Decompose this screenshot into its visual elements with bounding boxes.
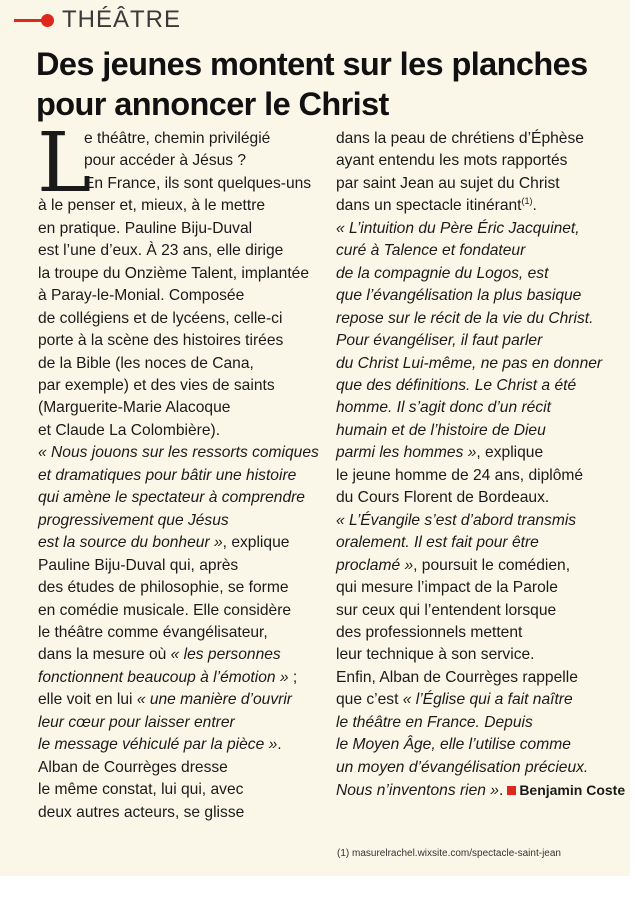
text-line [38,330,326,352]
text-segment: « L’Évangile s’est d’abord transmis [336,511,577,529]
text-segment: Alban de Courrèges dresse [38,758,228,776]
headline-line-1: Des jeunes montent sur les planches [36,46,588,82]
text-segment: qui amène le spectateur à comprendre [38,489,305,507]
text-line [38,734,326,756]
text-line [336,285,624,307]
text-segment: à Paray-le-Monial. Composée [38,287,245,305]
text-segment: Pauline Biju-Duval qui, après [38,556,239,574]
text-line [38,510,326,532]
text-line [38,622,326,644]
text-segment-tail: ; [288,668,298,686]
text-segment: dans la mesure où [38,646,171,664]
text-segment: en comédie musicale. Elle considère [38,601,292,619]
text-line [336,240,624,262]
quote-segment: « une manière d’ouvrir [136,691,292,709]
text-segment: elle voit en lui [38,691,137,709]
text-segment: le même constat, lui qui, avec [38,781,244,799]
text-segment: « Nous jouons sur les ressorts comiques [38,444,319,462]
text-segment: du Christ Lui-même, ne pas en donner [336,354,603,372]
article-headline [36,44,616,124]
text-line [336,263,624,285]
text-line [38,240,326,262]
text-line [38,442,326,464]
text-segment: le Moyen Âge, elle l’utilise comme [336,736,571,754]
text-line [38,555,326,577]
text-line [336,757,624,779]
article-footnote: (1) masurelrachel.wixsite.com/spectacle-saint-jean [337,848,561,859]
text-segment: En France, ils sont quelques-uns [84,174,312,192]
text-line [336,218,624,240]
text-segment: de la compagnie du Logos, est [336,264,549,282]
text-line [38,263,326,285]
quote-segment: « les personnes [170,646,281,664]
footnote-reference: (1) [521,196,533,207]
text-segment-tail: . [277,736,282,754]
text-line [336,689,624,711]
text-line [336,532,624,554]
text-line [336,487,624,509]
text-segment-tail: , poursuit le comédien, [413,556,571,574]
text-segment-tail: , explique [222,534,290,552]
text-segment: e théâtre, chemin privilégié [84,130,271,147]
text-line [336,397,624,419]
text-line [38,577,326,599]
text-line [38,353,326,375]
text-segment: de collégiens et de lycéens, celle-ci [38,309,283,327]
text-segment: humain et de l’histoire de Dieu [336,421,546,439]
text-line [336,622,624,644]
text-line [336,353,624,375]
text-segment: progressivement que Jésus [38,511,229,529]
text-segment: et Claude La Colombière). [38,421,221,439]
text-segment: Enfin, Alban de Courrèges rappelle [336,668,578,686]
text-line [38,465,326,487]
text-segment: des études de philosophie, se forme [38,579,289,597]
text-line [336,712,624,734]
text-line [336,330,624,352]
text-line [336,150,624,172]
text-segment: un moyen d’évangélisation précieux. [336,758,589,776]
text-line [38,712,326,734]
text-segment: parmi les hommes » [336,444,477,462]
text-segment: ayant entendu les mots rapportés [336,152,568,170]
text-segment: porte à la scène des histoires tirées [38,332,284,350]
text-line [38,375,326,397]
text-segment: (Marguerite-Marie Alacoque [38,399,231,417]
text-line [38,128,326,150]
text-line [38,285,326,307]
text-line [38,644,326,666]
text-segment: est la source du bonheur » [38,534,223,552]
end-mark-icon [507,786,516,795]
text-line [336,308,624,330]
text-line [38,195,326,217]
text-segment: que c’est [336,691,403,709]
text-line [336,465,624,487]
text-line [38,308,326,330]
rubric-line-decoration [14,19,44,22]
text-segment: et dramatiques pour bâtir une histoire [38,466,297,484]
article-column-right [336,128,624,803]
text-line [336,600,624,622]
text-line [38,779,326,801]
text-segment: des professionnels mettent [336,623,523,641]
text-segment: la troupe du Onzième Talent, implantée [38,264,310,282]
text-line [38,150,326,172]
headline-line-2: pour annoncer le Christ [36,86,389,122]
text-segment: dans un spectacle itinérant [336,197,522,215]
text-segment: que des définitions. Le Christ a été [336,376,577,394]
text-line [336,734,624,756]
text-segment: Pour évangéliser, il faut parler [336,332,543,350]
text-line [38,802,326,824]
text-line [336,442,624,464]
text-segment: le message véhiculé par la pièce » [38,736,278,754]
text-segment: fonctionnent beaucoup à l’émotion » [38,668,289,686]
text-segment: oralement. Il est fait pour être [336,534,539,552]
text-line [336,644,624,666]
text-segment: qui mesure l’impact de la Parole [336,579,558,597]
text-segment: « L’intuition du Père Éric Jacquinet, [336,219,580,237]
text-line [336,128,624,150]
text-segment: Nous n’inventons rien » [336,782,499,800]
text-line [336,779,624,802]
text-segment: leur technique à son service. [336,646,535,664]
text-segment: de la Bible (les noces de Cana, [38,354,254,372]
author-byline: Benjamin Coste [519,782,626,799]
text-line [38,487,326,509]
text-segment: est l’une d’eux. À 23 ans, elle dirige [38,242,284,260]
text-line [336,195,624,217]
text-segment: que l’évangélisation la plus basique [336,287,582,305]
text-line [38,420,326,442]
text-segment: homme. Il s’agit donc d’un récit [336,399,551,417]
text-line [38,757,326,779]
text-segment: sur ceux qui l’entendent lorsque [336,601,557,619]
text-line [336,420,624,442]
text-line [38,397,326,419]
text-segment: leur cœur pour laisser entrer [38,713,235,731]
drop-cap-letter: L [37,116,92,211]
text-line [336,667,624,689]
text-segment: le théâtre comme évangélisateur, [38,623,268,641]
text-line [38,600,326,622]
text-segment: le théâtre en France. Depuis [336,713,533,731]
text-segment-tail: . [498,782,504,800]
text-segment: en pratique. Pauline Biju-Duval [38,219,253,237]
text-segment: par saint Jean au sujet du Christ [336,174,560,192]
rubric-dot-icon [41,14,54,27]
rubric-label: THÉÂTRE [62,6,182,33]
text-line [336,555,624,577]
text-segment: le jeune homme de 24 ans, diplômé [336,466,584,484]
text-line [336,577,624,599]
text-segment-tail: , explique [476,444,544,462]
text-segment: à le penser et, mieux, à le mettre [38,197,266,215]
text-segment: proclamé » [336,556,414,574]
text-segment: curé à Talence et fondateur [336,242,526,260]
section-rubric [14,6,181,34]
text-line [336,375,624,397]
text-line [336,510,624,532]
text-line [38,218,326,240]
text-segment: pour accéder à Jésus ? [84,152,247,170]
text-segment: par exemple) et des vies de saints [38,376,275,394]
text-line [38,667,326,689]
text-segment: dans la peau de chrétiens d’Éphèse [336,130,584,147]
text-segment: deux autres acteurs, se glisse [38,803,245,821]
text-line [336,173,624,195]
text-line [38,689,326,711]
text-segment: du Cours Florent de Bordeaux. [336,489,550,507]
bottom-margin [0,876,641,906]
text-line [38,173,326,195]
quote-segment: « l’Église qui a fait naître [402,691,573,709]
text-segment-tail: . [532,197,537,215]
text-segment: repose sur le récit de la vie du Christ. [336,309,594,327]
text-line [38,532,326,554]
article-column-left [37,116,326,824]
